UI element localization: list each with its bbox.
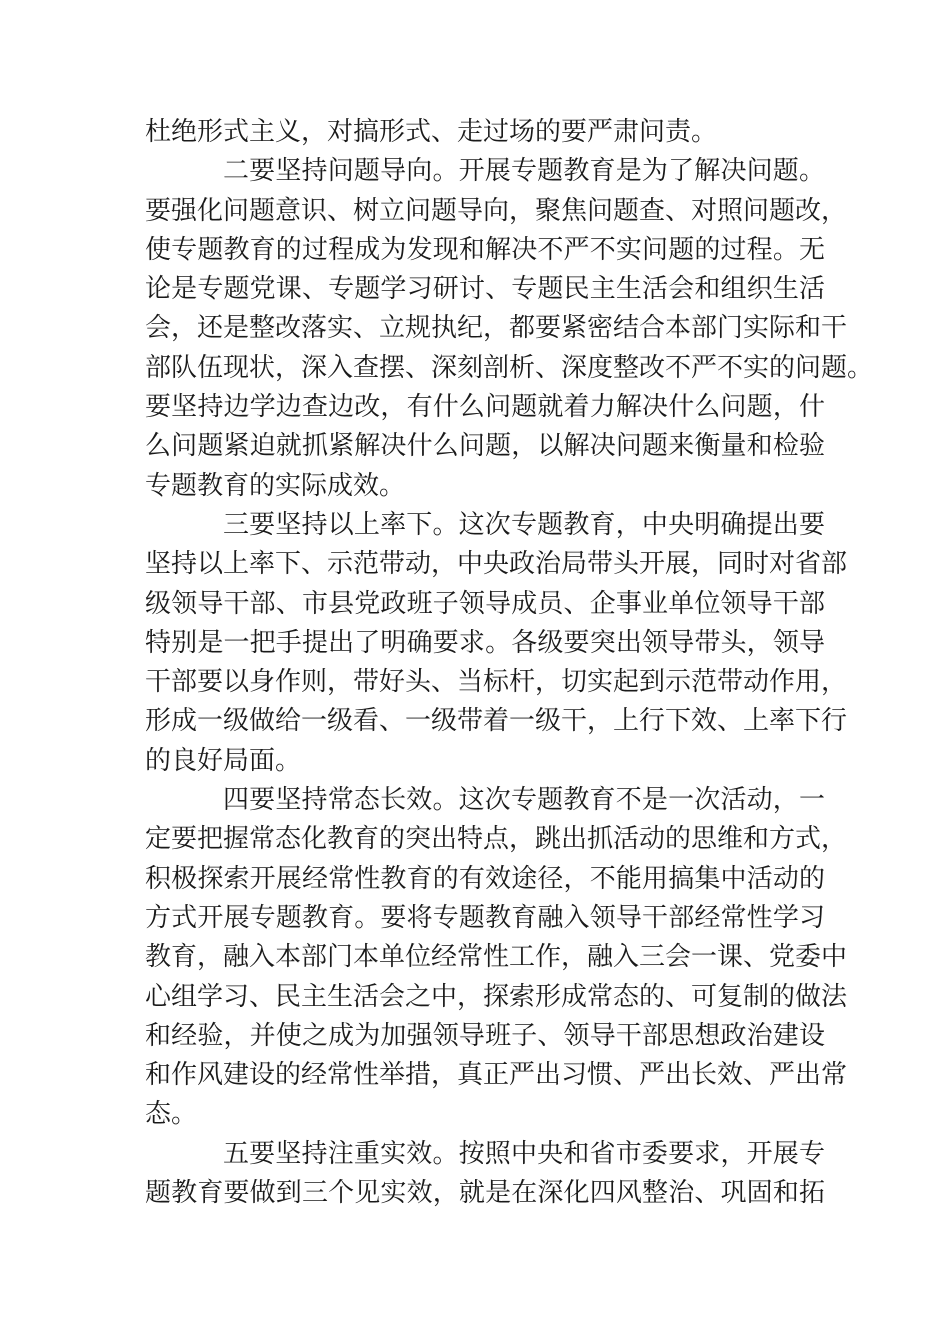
text-line: 题教育要做到三个见实效，就是在深化四风整治、巩固和拓	[145, 1178, 825, 1209]
text-line: 和作风建设的经常性举措，真正严出习惯、严出长效、严出常	[145, 1060, 848, 1091]
body-text	[145, 113, 874, 1213]
text-line: 使专题教育的过程成为发现和解决不严不实问题的过程。无	[145, 234, 825, 265]
text-line: 教育，融入本部门本单位经常性工作，融入三会一课、党委中	[145, 942, 848, 973]
text-line: 部队伍现状，深入查摆、深刻剖析、深度整改不严不实的问题。	[145, 352, 874, 383]
text-line: 的良好局面。	[145, 745, 302, 776]
text-line: 定要把握常态化教育的突出特点，跳出抓活动的思维和方式，	[145, 824, 848, 855]
text-line: 和经验，并使之成为加强领导班子、领导干部思想政治建设	[145, 1020, 825, 1051]
text-line: 干部要以身作则，带好头、当标杆，切实起到示范带动作用，	[145, 667, 848, 698]
text-line: 么问题紧迫就抓紧解决什么问题，以解决问题来衡量和检验	[145, 431, 825, 462]
text-line: 级领导干部、市县党政班子领导成员、企事业单位领导干部	[145, 588, 825, 619]
text-line: 坚持以上率下、示范带动，中央政治局带头开展，同时对省部	[145, 549, 848, 580]
text-line: 积极探索开展经常性教育的有效途径，不能用搞集中活动的	[145, 863, 825, 894]
text-line: 特别是一把手提出了明确要求。各级要突出领导带头，领导	[145, 627, 825, 658]
text-line: 会，还是整改落实、立规执纪，都要紧密结合本部门实际和干	[145, 313, 848, 344]
text-line: 论是专题党课、专题学习研讨、专题民主生活会和组织生活	[145, 274, 825, 305]
text-line: 方式开展专题教育。要将专题教育融入领导干部经常性学习	[145, 902, 825, 933]
text-line: 态。	[145, 1099, 198, 1130]
text-line: 心组学习、民主生活会之中，探索形成常态的、可复制的做法	[145, 981, 848, 1012]
paragraph-first-line: 三要坚持以上率下。这次专题教育，中央明确提出要	[223, 509, 825, 540]
paragraph-first-line: 五要坚持注重实效。按照中央和省市委要求，开展专	[223, 1138, 825, 1169]
text-line: 专题教育的实际成效。	[145, 470, 406, 501]
text-line: 杜绝形式主义，对搞形式、走过场的要严肃问责。	[145, 117, 718, 147]
paragraph-first-line: 二要坚持问题导向。开展专题教育是为了解决问题。	[223, 156, 825, 187]
text-line: 要强化问题意识、树立问题导向，聚焦问题查、对照问题改，	[145, 195, 848, 226]
paragraph-first-line: 四要坚持常态长效。这次专题教育不是一次活动，一	[223, 785, 825, 816]
text-line: 要坚持边学边查边改，有什么问题就着力解决什么问题，什	[145, 392, 825, 423]
text-line: 形成一级做给一级看、一级带着一级干，上行下效、上率下行	[145, 706, 848, 737]
